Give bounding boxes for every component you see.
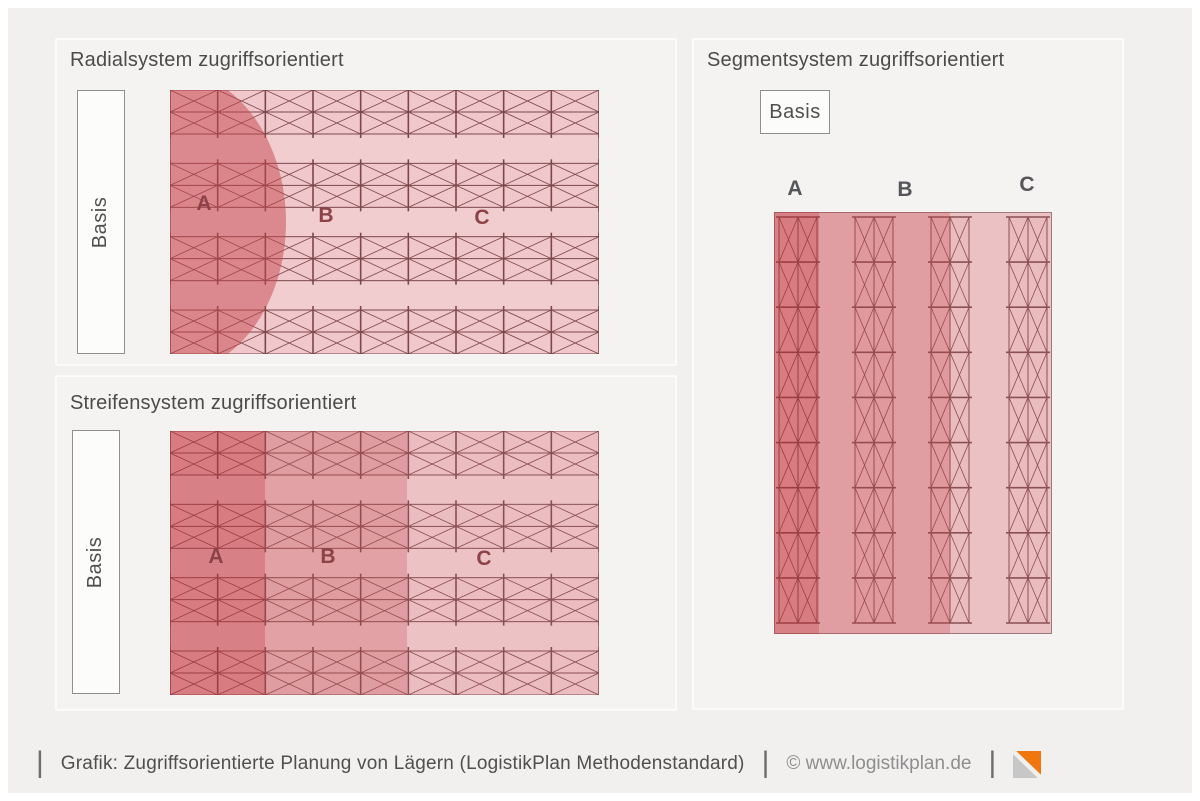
- zone-label-c: C: [476, 547, 492, 570]
- zone-label-b: B: [318, 204, 334, 227]
- zone-label-a: A: [196, 192, 212, 215]
- zone-label-c: C: [1019, 173, 1035, 196]
- panel-title-segmentsystem: Segmentsystem zugriffsorientiert: [707, 49, 1005, 71]
- segments-rack-diagram: [774, 212, 1052, 634]
- caption-text: Grafik: Zugriffsorientierte Planung von Lägern (LogistikPlan Methodenstandard): [60, 753, 745, 774]
- divider-bar: |: [36, 746, 44, 779]
- basis-label: Basis: [84, 536, 107, 588]
- panel-title-radialsystem: Radialsystem zugriffsorientiert: [70, 49, 344, 71]
- divider-bar: |: [761, 746, 770, 779]
- divider-bar: |: [988, 746, 997, 779]
- basis-box: [77, 90, 125, 354]
- copyright-link[interactable]: © www.logistikplan.de: [786, 753, 972, 774]
- radial-rack-diagram: [170, 90, 599, 354]
- panel-radialsystem: [55, 38, 677, 366]
- zone-label-b: B: [897, 178, 913, 201]
- zone-label-b: B: [320, 545, 336, 568]
- basis-box: [72, 430, 120, 694]
- logistikplan-logo: [1013, 751, 1041, 778]
- panel-segmentsystem: [692, 38, 1124, 710]
- basis-box: [760, 90, 830, 134]
- zone-label-a: A: [787, 177, 803, 200]
- zone-label-a: A: [208, 545, 224, 568]
- panel-title-streifensystem: Streifensystem zugriffsorientiert: [70, 392, 357, 414]
- basis-label: Basis: [89, 196, 112, 248]
- basis-label: Basis: [769, 100, 821, 123]
- stripes-rack-diagram: [170, 431, 599, 695]
- zone-label-c: C: [474, 206, 490, 229]
- panel-streifensystem: [55, 375, 677, 711]
- footer-caption-bar: [36, 744, 1041, 784]
